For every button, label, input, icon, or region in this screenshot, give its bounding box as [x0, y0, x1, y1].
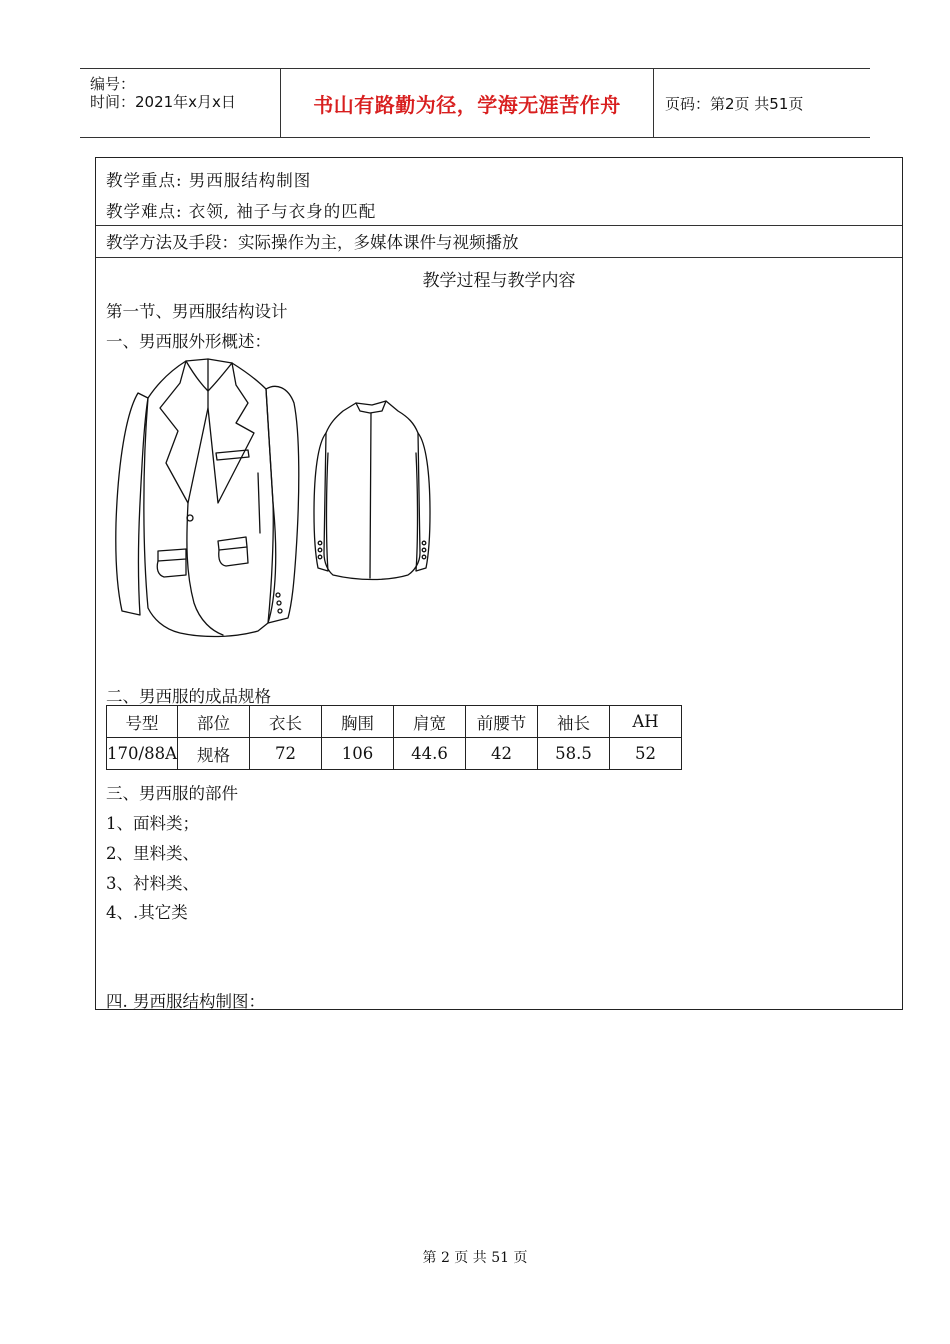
- spec-value-cell: 42: [466, 738, 538, 770]
- part2-heading: 二、男西服的成品规格: [106, 687, 271, 706]
- spec-header-cell: AH: [610, 706, 682, 738]
- part3-heading: 三、男西服的部件: [106, 784, 238, 803]
- spec-header-cell: 号型: [107, 706, 178, 738]
- spec-value-cell: 52: [610, 738, 682, 770]
- key-points-row: [96, 158, 902, 226]
- key-points-text: 教学重点: 男西服结构制图: [106, 171, 312, 190]
- methods-row: [96, 226, 902, 258]
- date-label: 时间：2021年x月x日: [90, 93, 236, 111]
- spec-header-cell: 胸围: [322, 706, 394, 738]
- lesson-frame: [95, 157, 903, 1010]
- motto-text: 书山有路勤为径，学海无涯苦作舟: [313, 92, 621, 117]
- part1-heading: 一、男西服外形概述：: [106, 332, 271, 351]
- chapter-heading: 第一节、男西服结构设计: [106, 302, 288, 321]
- spec-value-cell: 170/88A: [107, 738, 178, 770]
- list-item: 3、衬料类、: [106, 874, 199, 893]
- spec-header-cell: 袖长: [538, 706, 610, 738]
- spec-header-cell: 衣长: [250, 706, 322, 738]
- spec-value-row: [107, 738, 682, 770]
- document-number-label: 编号：: [90, 75, 136, 93]
- spec-table: [106, 705, 682, 770]
- list-item: 2、里料类、: [106, 844, 199, 863]
- page-footer: 第 2 页 共 51 页: [422, 1250, 528, 1266]
- spec-value-cell: 72: [250, 738, 322, 770]
- list-item: 4、.其它类: [106, 903, 188, 922]
- spec-value-cell: 44.6: [394, 738, 466, 770]
- spec-header-row: [107, 706, 682, 738]
- page-header: [80, 68, 870, 138]
- spec-value-cell: 58.5: [538, 738, 610, 770]
- section-title: 教学过程与教学内容: [422, 271, 576, 291]
- difficulties-text: 教学难点: 衣领, 袖子与衣身的匹配: [106, 202, 377, 221]
- part4-heading: 四. 男西服结构制图：: [106, 992, 265, 1011]
- header-motto-cell: [280, 69, 654, 137]
- spec-value-cell: 106: [322, 738, 394, 770]
- header-page-info: 页码：第2页 共51页: [665, 94, 804, 113]
- spec-header-cell: 前腰节: [466, 706, 538, 738]
- suit-jacket-illustration: [108, 353, 438, 648]
- spec-header-cell: 肩宽: [394, 706, 466, 738]
- spec-value-cell: 规格: [178, 738, 250, 770]
- methods-text: 教学方法及手段：实际操作为主，多媒体课件与视频播放: [106, 233, 519, 252]
- spec-header-cell: 部位: [178, 706, 250, 738]
- list-item: 1、面料类；: [106, 814, 199, 833]
- header-meta: [80, 69, 280, 137]
